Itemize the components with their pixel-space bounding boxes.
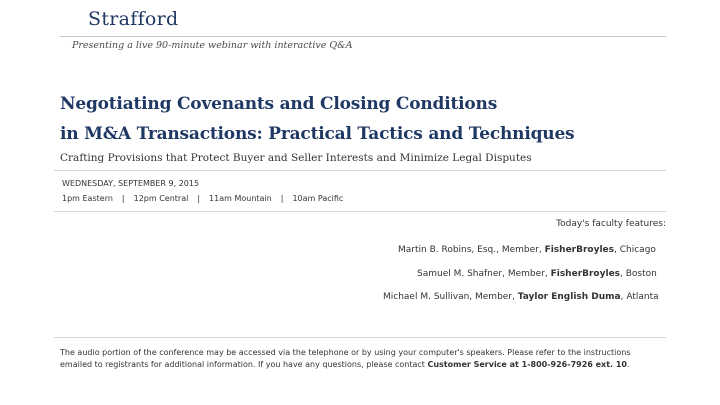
- faculty-name-role: Samuel M. Shafner, Member,: [417, 269, 551, 279]
- footer-divider: [54, 337, 666, 338]
- faculty-location: , Chicago: [614, 245, 656, 255]
- title-divider: [54, 170, 666, 171]
- footer-end: .: [627, 359, 630, 369]
- time-eastern: 1pm Eastern: [62, 194, 113, 203]
- faculty-name-role: Michael M. Sullivan, Member,: [383, 292, 518, 302]
- faculty-location: , Boston: [620, 269, 657, 279]
- faculty-member: [417, 269, 657, 279]
- webinar-subtitle: Crafting Provisions that Protect Buyer and Seller Interests and Minimize Legal Disputes: [60, 152, 532, 164]
- header-divider: [60, 36, 666, 37]
- time-separator: |: [280, 194, 284, 203]
- faculty-firm: Taylor English Duma: [517, 292, 621, 302]
- webinar-title-line-2: in M&A Transactions: Practical Tactics and Techniques: [60, 124, 575, 144]
- footer-notice: [60, 347, 650, 370]
- webinar-date: WEDNESDAY, SEPTEMBER 9, 2015: [62, 179, 200, 188]
- webinar-times: [62, 194, 343, 203]
- time-separator: |: [121, 194, 125, 203]
- time-pacific: 10am Pacific: [292, 194, 344, 203]
- time-mountain: 11am Mountain: [209, 194, 272, 203]
- schedule-divider: [54, 211, 666, 212]
- tagline: Presenting a live 90-minute webinar with interactive Q&A: [72, 40, 353, 51]
- customer-service-contact: Customer Service at 1-800-926-7926 ext. 10: [427, 359, 627, 369]
- faculty-member: [383, 292, 659, 302]
- faculty-firm: FisherBroyles: [544, 245, 615, 255]
- time-separator: |: [197, 194, 201, 203]
- webinar-title-line-1: Negotiating Covenants and Closing Conditions: [60, 94, 498, 114]
- faculty-firm: FisherBroyles: [550, 269, 621, 279]
- faculty-name-role: Martin B. Robins, Esq., Member,: [398, 245, 545, 255]
- footer-text: The audio portion of the conference may be accessed via the telephone or by using your computer's speakers. Please refer to the instructions emailed to registrants for additional information. If you have any questions, please contact: [60, 348, 631, 369]
- strafford-logo: Strafford: [88, 8, 179, 30]
- faculty-location: , Atlanta: [620, 292, 659, 302]
- faculty-heading: Today's faculty features:: [556, 219, 666, 229]
- time-central: 12pm Central: [133, 194, 189, 203]
- faculty-member: [398, 245, 656, 255]
